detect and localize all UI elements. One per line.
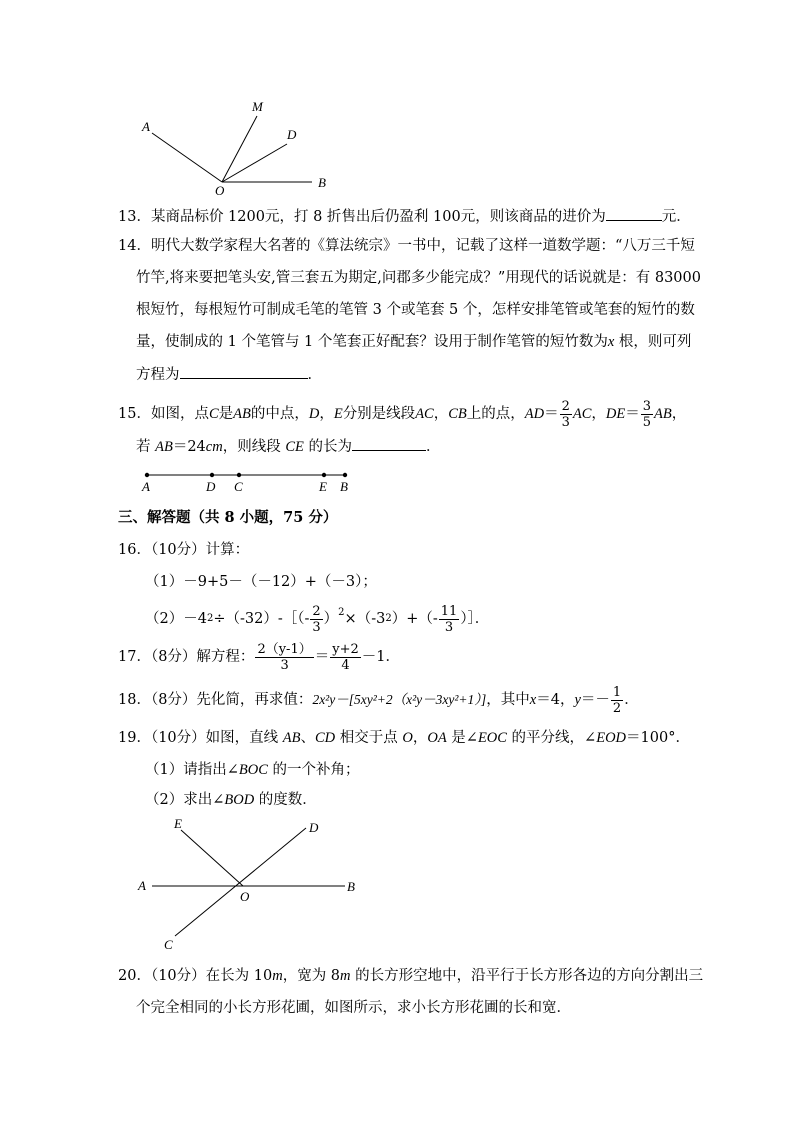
q15-t4: ， xyxy=(319,406,334,422)
q15-t6: ， xyxy=(433,406,449,422)
q16-frac-11-3 xyxy=(439,605,460,634)
q15-de: DE xyxy=(605,406,626,422)
fig2-label-e: E xyxy=(319,479,327,494)
q18-frac-1-2 xyxy=(611,686,623,715)
q16-frac-2-3 xyxy=(310,605,322,634)
question-16-part1: （1）－9+5－（－12）+（－3）； xyxy=(145,574,377,590)
fig3-label-c: C xyxy=(164,937,173,952)
q16-frac1-den: 3 xyxy=(312,619,321,635)
q15-ac2: AC xyxy=(572,406,592,422)
q19-o: O xyxy=(402,730,413,746)
fig2-point-c xyxy=(237,473,241,477)
fig2-label-d: D xyxy=(206,479,216,494)
q19-p2-t1: （2）求出∠ xyxy=(145,792,225,808)
q17-frac-left xyxy=(255,643,313,672)
q17-frac-right-num: y+2 xyxy=(332,641,359,657)
q13-suffix: 元． xyxy=(661,209,691,225)
q14-text-b: 根，则可列 xyxy=(614,334,692,350)
figure-segment-adceb xyxy=(138,466,360,496)
fig3-label-a: A xyxy=(138,878,146,893)
q18-expression: 2x²y－[5xy²+2（x²y－3xy²+1）] xyxy=(312,692,487,707)
q17-frac-left-den: 3 xyxy=(280,657,289,673)
q17-frac-left-num: 2（y-1） xyxy=(257,641,312,657)
question-14-line5 xyxy=(136,364,322,385)
q14-var-x: x xyxy=(607,334,615,350)
question-19-line1 xyxy=(118,728,690,748)
q15-unit: cm xyxy=(205,439,223,455)
q18-var-x: x xyxy=(529,692,537,708)
question-17 xyxy=(118,640,400,674)
q15-frac1-den: 3 xyxy=(561,414,570,430)
q15-t10: 若 xyxy=(136,439,156,455)
q13-answer-blank[interactable] xyxy=(606,206,662,221)
q15-eq2: ＝ xyxy=(625,406,640,422)
q18-frac-den: 2 xyxy=(612,700,622,716)
question-16-part2: （2）－4 2 ÷（-32）-［（- $\frac{2}{3}$ ） $^2$ ×（-3 2 ）+（- $\frac{11}{3}$ ）］． xyxy=(145,603,490,635)
question-18 xyxy=(118,683,639,717)
question-19-part2 xyxy=(145,790,317,810)
q15-ab: AB xyxy=(233,406,251,422)
q18-end: ． xyxy=(624,692,639,708)
q14-text: 量，使制成的 1 个笔管与 1 个笔套正好配套？设用于制作笔管的短竹数为 xyxy=(136,334,608,350)
q19-t3: 相交于点 xyxy=(335,730,403,746)
q15-e: E xyxy=(333,406,343,422)
q15-ab3: AB xyxy=(155,439,173,455)
q19-t4: ， xyxy=(412,730,428,746)
q19-p1-t1: （1）请指出∠ xyxy=(145,762,239,778)
fig3-label-o: O xyxy=(240,889,250,904)
q16-p2-t5: ）+（- xyxy=(391,611,438,627)
question-20-line2: 个完全相同的小长方形花圃，如图所示，求小长方形花圃的长和宽． xyxy=(136,1000,571,1016)
q15-t13: 的长为 xyxy=(303,439,352,455)
q15-t3: 的中点， xyxy=(250,406,309,422)
fig1-label-d: D xyxy=(287,127,297,142)
q19-t7: ＝100°． xyxy=(626,730,690,746)
q18-frac-num: 1 xyxy=(612,684,622,700)
fig1-label-m: M xyxy=(252,99,263,114)
q15-c: C xyxy=(208,406,219,422)
q19-p2-t2: 的度数． xyxy=(254,792,317,808)
q19-t2: 、 xyxy=(300,730,315,746)
question-15-line1 xyxy=(118,396,686,432)
q15-frac-2-3 xyxy=(560,400,572,429)
q19-eoc: EOC xyxy=(477,730,507,746)
q16-p2-t3: ） xyxy=(323,611,339,627)
q15-t8: ， xyxy=(591,406,606,422)
fig2-label-c: C xyxy=(234,479,243,494)
q15-t11: ＝24 xyxy=(172,439,206,455)
q17-eq: ＝ xyxy=(314,649,330,665)
question-16-head: 16．（10分）计算： xyxy=(118,542,250,558)
q14-end: ． xyxy=(307,367,322,383)
q15-eq: ＝ xyxy=(544,406,559,422)
q18-head: 18．（8分）先化简，再求值： xyxy=(118,692,313,708)
fig2-point-b xyxy=(343,473,347,477)
figure-intersecting-lines xyxy=(130,815,370,955)
q19-t5: 是∠ xyxy=(446,730,478,746)
q16-frac2-num: 11 xyxy=(440,603,458,619)
q15-t9: ， xyxy=(671,406,687,422)
q15-t1: 15．如图，点 xyxy=(118,406,209,422)
q20-unit1: m xyxy=(272,968,283,984)
q19-t1: 19．（10分）如图，直线 xyxy=(118,730,283,746)
fig3-label-e: E xyxy=(174,816,182,831)
question-20-line1 xyxy=(118,966,703,986)
q16-p2-t6: ）］． xyxy=(460,611,490,627)
q15-frac-3-5 xyxy=(641,400,653,429)
q13-text: 13．某商品标价 1200元，打 8 折售出后仍盈利 100元，则该商品的进价为 xyxy=(118,209,606,225)
q15-t7: 上的点， xyxy=(466,406,525,422)
q16-p2-t4: ×（-3 xyxy=(344,611,386,627)
q15-t5: 分别是线段 xyxy=(342,406,416,422)
q15-ac: AC xyxy=(415,406,434,422)
q15-ce: CE xyxy=(285,439,304,455)
q19-eod: EOD xyxy=(596,730,627,746)
q19-oa: OA xyxy=(427,730,447,746)
question-14-line1: 14．明代大数学家程大名著的《算法统宗》一书中，记载了这样一道数学题：“八万三千短 xyxy=(118,238,695,254)
figure-angle-ambd xyxy=(130,95,350,200)
q14-equation-label: 方程为 xyxy=(136,367,180,383)
q20-t2: ，宽为 8 xyxy=(282,968,341,984)
q15-frac2-den: 5 xyxy=(642,414,652,430)
q14-answer-blank[interactable] xyxy=(180,364,308,379)
q18-x-value: ＝4， xyxy=(536,692,575,708)
fig3-label-d: D xyxy=(309,820,319,835)
section-heading: 三、解答题（共 8 小题，75 分） xyxy=(118,509,338,526)
q15-ab2: AB xyxy=(654,406,672,422)
q17-head: 17．（8分）解方程： xyxy=(118,649,255,665)
fig1-label-o: O xyxy=(215,183,225,198)
q17-tail: －1． xyxy=(361,649,400,665)
fig1-label-a: A xyxy=(142,119,150,134)
q15-ad: AD xyxy=(524,406,545,422)
q15-end: ． xyxy=(425,439,441,455)
q19-boc: BOC xyxy=(238,762,268,778)
q15-frac1-num: 2 xyxy=(561,398,570,414)
fig2-point-a xyxy=(145,473,149,477)
q15-t12: ，则线段 xyxy=(222,439,286,455)
q16-p2-t2: ÷（-32）-［（- xyxy=(213,611,310,627)
q15-d: D xyxy=(308,406,320,422)
fig2-label-a: A xyxy=(142,479,150,494)
q19-ab: AB xyxy=(282,730,301,746)
question-19-part1 xyxy=(145,760,359,780)
q15-t2: 是 xyxy=(218,406,234,422)
q15-frac2-num: 3 xyxy=(642,398,652,414)
q18-var-y: y xyxy=(574,692,581,708)
fig1-label-b: B xyxy=(318,175,326,190)
q20-t1: 20．（10分）在长为 10 xyxy=(118,968,273,984)
question-13 xyxy=(118,206,691,227)
q17-frac-right xyxy=(330,643,361,672)
q16-frac1-num: 2 xyxy=(312,603,321,619)
q16-frac2-den: 3 xyxy=(444,619,454,635)
fig2-point-d xyxy=(210,473,214,477)
q20-t3: 的长方形空地中，沿平行于长方形各边的方向分割出三 xyxy=(350,968,704,984)
q19-p1-t2: 的一个补角； xyxy=(267,762,360,778)
fig2-point-e xyxy=(322,473,326,477)
question-14-line4 xyxy=(136,332,691,352)
q19-bod: BOD xyxy=(224,792,255,808)
question-14-line3: 根短竹，每根短竹可制成毛笔的笔管 3 个或笔套 5 个，怎样安排笔管或笔套的短竹的数 xyxy=(136,302,695,318)
q20-unit2: m xyxy=(340,968,351,984)
fig3-label-b: B xyxy=(347,879,355,894)
q15-answer-blank[interactable] xyxy=(352,436,426,451)
q18-mid: ，其中 xyxy=(486,692,530,708)
question-14-line2: 竹竿,将来要把笔头安,管三套五为期定,问郡多少能完成？”用现代的话说就是：有 83000 xyxy=(136,270,701,286)
q18-y-value: ＝－ xyxy=(580,692,610,708)
q16-p2-t1: （2）－4 xyxy=(145,611,207,627)
q19-t6: 的平分线，∠ xyxy=(506,730,597,746)
q19-cd: CD xyxy=(314,730,336,746)
q15-cb: CB xyxy=(448,406,467,422)
q17-frac-right-den: 4 xyxy=(341,657,350,673)
question-15-line2 xyxy=(136,436,440,457)
fig2-label-b: B xyxy=(340,479,348,494)
